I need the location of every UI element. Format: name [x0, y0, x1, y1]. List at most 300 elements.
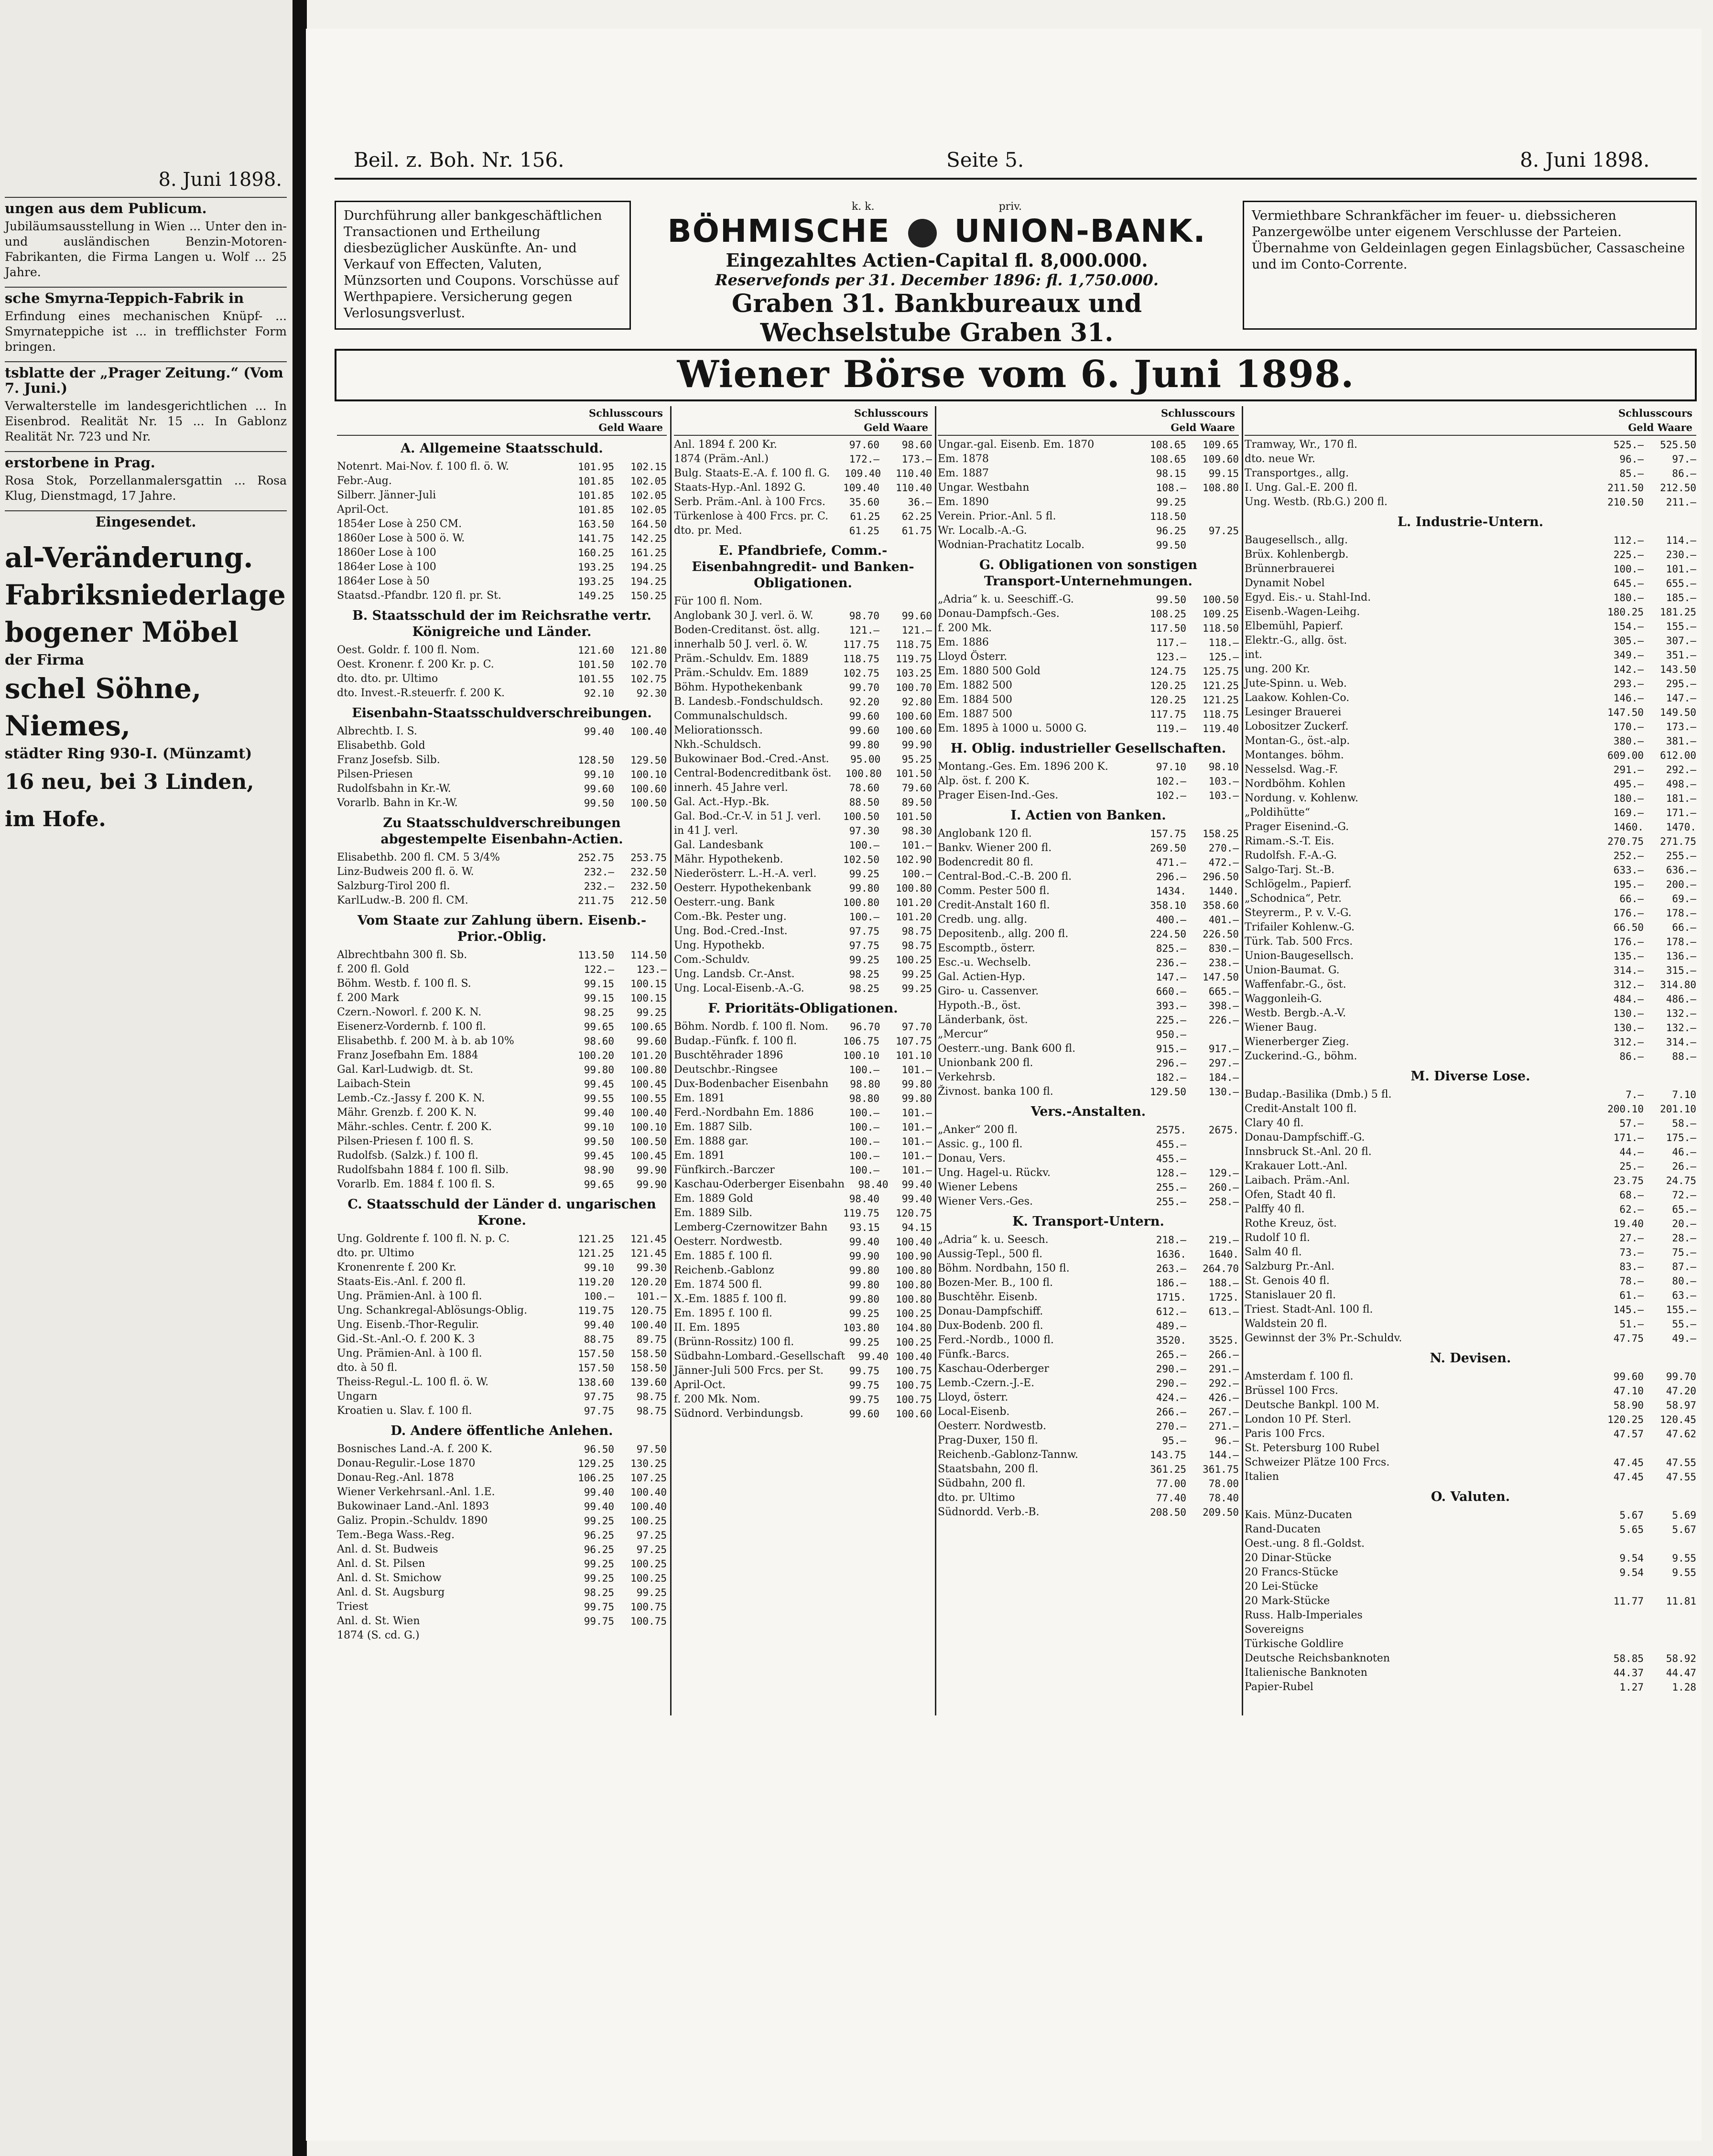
- waare-value: 211.—: [1666, 496, 1696, 508]
- security-name: Em. 1890: [938, 496, 989, 508]
- quote-row: [674, 1063, 932, 1077]
- security-name: Buschtěhrader 1896: [674, 1049, 783, 1061]
- geld-value: 146.—: [1613, 692, 1644, 704]
- security-name: Lemb.-Czern.-J.-E.: [938, 1377, 1035, 1389]
- geld-value: 88.75: [584, 1334, 614, 1345]
- waare-value: 108.80: [1203, 482, 1239, 494]
- security-name: dto. pr. Med.: [674, 525, 742, 537]
- security-name: Em. 1874 500 fl.: [674, 1279, 762, 1291]
- quote-row: [337, 1048, 667, 1063]
- security-name: Albrechtb. I. S.: [337, 725, 417, 737]
- security-name: 1864er Lose à 100: [337, 561, 436, 573]
- security-name: Em. 1895 f. 100 fl.: [674, 1307, 772, 1319]
- security-name: Steyrerm., P. v. V.-G.: [1245, 907, 1352, 919]
- quote-row: [337, 1614, 667, 1628]
- geld-value: 224.50: [1150, 928, 1186, 940]
- security-name: Reichenb.-Gablonz-Tannw.: [938, 1449, 1078, 1461]
- quote-row: [1245, 892, 1696, 906]
- security-name: Ung. Prämien-Anl. à 100 fl.: [337, 1348, 482, 1359]
- geld-value: 98.70: [849, 610, 879, 622]
- quote-row: [1245, 1231, 1696, 1245]
- quote-row: [674, 1306, 932, 1321]
- security-name: Präm.-Schuldv. Em. 1889: [674, 653, 809, 665]
- quote-row: [1245, 777, 1696, 791]
- geld-value: 99.60: [849, 1408, 879, 1420]
- security-name: Jänner-Juli 500 Frcs. per St.: [674, 1365, 824, 1377]
- waare-value: 99.80: [901, 1078, 932, 1090]
- security-name: Ofen, Stadt 40 fl.: [1245, 1189, 1336, 1201]
- geld-value: 117.75: [1150, 709, 1186, 720]
- quote-row: [1245, 648, 1696, 662]
- quote-row: [1245, 1006, 1696, 1021]
- security-name: Laibach. Präm.-Anl.: [1245, 1175, 1350, 1186]
- waare-value: 132.—: [1666, 1022, 1696, 1034]
- geld-value: 269.50: [1150, 842, 1186, 854]
- quote-row: [337, 460, 667, 474]
- security-name: Kaschau-Oderberger: [938, 1363, 1049, 1375]
- quote-row: [674, 438, 932, 452]
- geld-value: 135.—: [1613, 950, 1644, 962]
- security-name: innerh. 45 Jahre verl.: [674, 782, 788, 794]
- security-name: Anl. d. St. Augsburg: [337, 1586, 445, 1598]
- quote-row: [938, 707, 1239, 722]
- geld-value: 99.60: [849, 711, 879, 722]
- waare-value: 114.50: [630, 949, 667, 961]
- waare-value: 130.—: [1208, 1086, 1239, 1098]
- waare-value: 188.—: [1208, 1277, 1239, 1289]
- geld-value: [1591, 1637, 1644, 1651]
- quote-row: [337, 1628, 667, 1643]
- security-name: II. Em. 1895: [674, 1322, 740, 1334]
- security-name: KarlLudw.-B. 200 fl. CM.: [337, 895, 468, 906]
- waare-value: 401.—: [1208, 914, 1239, 926]
- waare-value: 307.—: [1666, 635, 1696, 647]
- geld-value: 57.—: [1619, 1118, 1644, 1129]
- quote-row: [337, 796, 667, 810]
- security-name: „Anker“ 200 fl.: [938, 1124, 1018, 1136]
- geld-value: [827, 594, 879, 609]
- quote-row: [337, 1514, 667, 1528]
- quote-row: [1245, 748, 1696, 763]
- geld-value: 380.—: [1613, 735, 1644, 747]
- security-name: 1874 (S. cd. G.): [337, 1629, 420, 1641]
- quote-row: [938, 607, 1239, 621]
- waare-value: 102.75: [630, 673, 667, 685]
- geld-value: 100.—: [849, 1064, 879, 1076]
- waare-value: 20.—: [1672, 1218, 1696, 1229]
- waare-value: 97.25: [1208, 525, 1239, 537]
- waare-value: 161.25: [630, 547, 667, 559]
- security-name: Wienerberger Zieg.: [1245, 1036, 1349, 1048]
- geld-value: 102.—: [1156, 776, 1186, 787]
- geld-value: [1591, 1537, 1644, 1551]
- security-name: Schlögelm., Papierf.: [1245, 878, 1352, 890]
- security-name: Ung. Hagel-u. Rückv.: [938, 1167, 1051, 1179]
- waare-value: 120.45: [1660, 1414, 1696, 1425]
- security-name: Ung. Landsb. Cr.-Anst.: [674, 968, 795, 980]
- security-name: Deutsche Bankpl. 100 M.: [1245, 1399, 1379, 1411]
- security-name: Rudolfsbahn in Kr.-W.: [337, 783, 451, 795]
- quote-row: [938, 1137, 1239, 1152]
- waare-value: 101.—: [901, 1136, 932, 1147]
- security-name: Em. 1891: [674, 1092, 725, 1104]
- geld-value: 314.—: [1613, 965, 1644, 976]
- security-name: Baugesellsch., allg.: [1245, 534, 1348, 546]
- security-name: Bodencredit 80 fl.: [938, 856, 1034, 868]
- waare-value: 655.—: [1666, 578, 1696, 589]
- security-name: Anglobank 30 J. verl. ö. W.: [674, 610, 813, 622]
- security-name: Salzburg Pr.-Anl.: [1245, 1261, 1335, 1272]
- waare-value: 150.25: [630, 590, 667, 602]
- geld-value: 1715.: [1156, 1292, 1186, 1303]
- security-name: Fünfkirch.-Barczer: [674, 1164, 775, 1176]
- security-name: ung. 200 Kr.: [1245, 663, 1310, 675]
- waare-value: 158.50: [630, 1348, 667, 1359]
- geld-value: 100.—: [849, 1136, 879, 1147]
- waare-value: 292.—: [1208, 1378, 1239, 1389]
- quote-row: [1245, 791, 1696, 806]
- quote-row: [938, 664, 1239, 679]
- quote-row: [674, 652, 932, 666]
- geld-value: 393.—: [1156, 1000, 1186, 1012]
- geld-value: 44.37: [1613, 1667, 1644, 1679]
- security-name: Credit-Anstalt 160 fl.: [938, 899, 1050, 911]
- quote-row: [337, 782, 667, 796]
- geld-value: 51.—: [1619, 1318, 1644, 1330]
- waare-value: 80.—: [1672, 1275, 1696, 1287]
- quote-row: [674, 795, 932, 809]
- quote-row: [337, 1375, 667, 1390]
- geld-value: 1.27: [1619, 1682, 1644, 1693]
- quote-row: [1245, 1274, 1696, 1288]
- waare-value: 79.60: [901, 782, 932, 794]
- waare-value: 102.05: [630, 475, 667, 487]
- security-name: Elektr.-G., allg. öst.: [1245, 635, 1347, 647]
- quote-row: [674, 637, 932, 652]
- quote-row: [938, 1434, 1239, 1448]
- quote-row: [1245, 1398, 1696, 1412]
- waare-value: 103.—: [1208, 776, 1239, 787]
- geld-value: 58.85: [1613, 1653, 1644, 1664]
- waare-value: 92.30: [636, 688, 667, 699]
- security-name: Innsbruck St.-Anl. 20 fl.: [1245, 1146, 1372, 1158]
- security-name: Tramway, Wr., 170 fl.: [1245, 439, 1357, 451]
- geld-value: 98.60: [584, 1035, 614, 1047]
- waare-value: 101.—: [901, 1121, 932, 1133]
- security-name: Theiss-Regul.-L. 100 fl. ö. W.: [337, 1376, 489, 1388]
- quote-row: [674, 1034, 932, 1048]
- security-name: Anglobank 120 fl.: [938, 828, 1032, 840]
- waare-value: 125.—: [1208, 651, 1239, 663]
- security-name: Kronenrente f. 200 Kr.: [337, 1261, 456, 1273]
- geld-value: 97.75: [849, 940, 879, 951]
- quote-row: [1245, 605, 1696, 619]
- quote-row: [938, 870, 1239, 884]
- geld-value: 290.—: [1156, 1363, 1186, 1375]
- quote-row: [337, 1289, 667, 1304]
- waare-value: 118.—: [1208, 637, 1239, 648]
- quote-row: [337, 948, 667, 962]
- quote-row: [938, 1477, 1239, 1491]
- waare-value: 258.—: [1208, 1196, 1239, 1207]
- waare-value: 98.75: [901, 940, 932, 951]
- section-title: G. Obligationen von sonstigen Transport-Unternehmungen.: [979, 558, 1197, 589]
- quote-row: [674, 495, 932, 509]
- quote-row: [674, 981, 932, 996]
- security-name: Nkh.-Schuldsch.: [674, 739, 761, 751]
- quote-row: [938, 984, 1239, 999]
- quote-row: [337, 851, 667, 865]
- waare-value: 100.45: [630, 1078, 667, 1090]
- waare-value: 98.75: [636, 1391, 667, 1402]
- waare-value: 100.80: [896, 1279, 932, 1291]
- quote-row: [674, 1321, 932, 1335]
- waare-value: 102.70: [630, 659, 667, 670]
- geld-value: 98.25: [584, 1587, 614, 1598]
- quote-row: [1245, 877, 1696, 892]
- quote-row: [337, 1471, 667, 1485]
- geld-value: 225.—: [1613, 549, 1644, 561]
- quote-row: [674, 623, 932, 637]
- security-name: Em. 1887 Silb.: [674, 1121, 753, 1133]
- security-name: Gal. Bod.-Cr.-V. in 51 J. verl.: [674, 810, 821, 822]
- geld-value: 122.—: [584, 964, 614, 975]
- security-name: Lloyd, österr.: [938, 1391, 1008, 1403]
- security-name: 1864er Lose à 50: [337, 575, 430, 587]
- geld-value: 455.—: [1156, 1139, 1186, 1150]
- quote-row: [1245, 1565, 1696, 1580]
- waare-value: 47.20: [1666, 1385, 1696, 1397]
- quote-row: [337, 753, 667, 767]
- waare-value: 102.15: [630, 461, 667, 473]
- quote-row: [337, 767, 667, 782]
- quote-row: [1245, 562, 1696, 576]
- geld-value: 96.25: [584, 1544, 614, 1555]
- security-name: Zuckerind.-G., böhm.: [1245, 1050, 1357, 1062]
- quote-row: [938, 636, 1239, 650]
- quote-row: [1245, 806, 1696, 820]
- security-name: 1874 (Präm.-Anl.): [674, 453, 769, 465]
- geld-value: 121.25: [578, 1248, 614, 1259]
- security-name: Verein. Prior.-Anl. 5 fl.: [938, 510, 1056, 522]
- quote-row: [674, 709, 932, 723]
- quote-row: [337, 1557, 667, 1571]
- security-name: Gal. Actien-Hyp.: [938, 971, 1026, 983]
- waare-value: 486.—: [1666, 993, 1696, 1005]
- geld-value: 3520.: [1156, 1335, 1186, 1346]
- geld-value: 108.65: [1150, 453, 1186, 465]
- quote-row: [674, 1249, 932, 1263]
- quote-row: [938, 1013, 1239, 1027]
- geld-value: 78.—: [1619, 1275, 1644, 1287]
- quote-row: [337, 560, 667, 574]
- quote-row: [1245, 1637, 1696, 1651]
- waare-value: 271.75: [1660, 836, 1696, 847]
- quote-row: [1245, 1131, 1696, 1145]
- quote-row: [938, 509, 1239, 524]
- geld-value: 66.—: [1619, 893, 1644, 905]
- waare-value: 89.75: [636, 1334, 667, 1345]
- quote-row: [337, 503, 667, 517]
- security-name: Em. 1895 à 1000 u. 5000 G.: [938, 722, 1087, 734]
- quote-row: [337, 977, 667, 991]
- security-name: Bosnisches Land.-A. f. 200 K.: [337, 1443, 493, 1455]
- waare-value: 2675.: [1208, 1124, 1239, 1136]
- security-name: Mähr. Grenzb. f. 200 K. N.: [337, 1107, 477, 1119]
- waare-value: 212.50: [1660, 482, 1696, 494]
- geld-value: 47.45: [1613, 1471, 1644, 1483]
- security-name: Lobositzer Zuckerf.: [1245, 721, 1349, 733]
- geld-value: 141.75: [578, 533, 614, 544]
- waare-value: 118.75: [896, 639, 932, 650]
- security-name: Kaschau-Oderberger Eisenbahn: [674, 1178, 845, 1190]
- security-name: Elisabethb. 200 fl. CM. 5 3/4%: [337, 852, 500, 863]
- security-name: Anl. d. St. Wien: [337, 1615, 420, 1627]
- security-name: Dux-Bodenbacher Eisenbahn: [674, 1078, 829, 1090]
- geld-value: 101.85: [578, 475, 614, 487]
- quote-row: [1245, 481, 1696, 495]
- waare-value: 121.25: [1203, 680, 1239, 691]
- security-name: Bankv. Wiener 200 fl.: [938, 842, 1052, 854]
- geld-waare-label: Geld Waare: [1171, 421, 1235, 433]
- quote-row: [938, 1333, 1239, 1348]
- geld-value: 157.50: [578, 1362, 614, 1374]
- quote-row: [1245, 935, 1696, 949]
- waare-value: 100.25: [630, 1558, 667, 1570]
- quote-row: [938, 898, 1239, 913]
- quote-row: [674, 1091, 932, 1106]
- security-name: Depositenb., allg. 200 fl.: [938, 928, 1069, 940]
- quote-row: [1245, 1088, 1696, 1102]
- security-name: Em. 1880 500 Gold: [938, 665, 1041, 677]
- security-name: Oesterr. Nordwestb.: [674, 1236, 782, 1248]
- geld-value: 98.25: [584, 1007, 614, 1018]
- exchange-title: Wiener Börse vom 6. Juni 1898.: [677, 353, 1355, 396]
- security-name: Anl. d. St. Smichow: [337, 1572, 442, 1584]
- waare-value: 121.25: [1203, 694, 1239, 706]
- security-name: Com.-Schuldv.: [674, 954, 750, 966]
- quote-row: [674, 838, 932, 852]
- security-name: (Brünn-Rossitz) 100 fl.: [674, 1336, 794, 1348]
- waare-value: 101.20: [630, 1050, 667, 1061]
- waare-value: 44.47: [1666, 1667, 1696, 1679]
- security-name: Nordböhm. Kohlen: [1245, 778, 1345, 790]
- waare-value: 99.90: [636, 1179, 667, 1190]
- quote-row: [938, 1027, 1239, 1042]
- waare-value: 95.25: [901, 754, 932, 765]
- security-name: Oesterr. Nordwestb.: [938, 1420, 1046, 1432]
- geld-value: 99.40: [584, 726, 614, 737]
- waare-value: [1644, 1637, 1696, 1651]
- quote-row: [337, 1332, 667, 1347]
- security-name: I. Ung. Gal.-E. 200 fl.: [1245, 482, 1358, 494]
- left-page-date: 8. Juni 1898.: [158, 169, 282, 191]
- waare-value: 99.25: [636, 1587, 667, 1598]
- security-name: Anl. d. St. Budweis: [337, 1543, 438, 1555]
- geld-value: 68.—: [1619, 1189, 1644, 1201]
- quote-row: [337, 517, 667, 531]
- quote-row: [1245, 662, 1696, 677]
- geld-value: [1591, 1608, 1644, 1623]
- security-name: Em. 1888 gar.: [674, 1135, 749, 1147]
- waare-value: 200.—: [1666, 879, 1696, 890]
- quote-row: [1245, 1245, 1696, 1260]
- waare-value: 314.—: [1666, 1036, 1696, 1048]
- geld-value: 232.—: [584, 866, 614, 878]
- geld-value: 1636.: [1156, 1249, 1186, 1260]
- waare-value: 267.—: [1208, 1406, 1239, 1418]
- geld-value: 170.—: [1613, 721, 1644, 733]
- geld-value: 400.—: [1156, 914, 1186, 926]
- security-name: Donau-Dampfschiff.-G.: [1245, 1132, 1365, 1143]
- geld-value: 291.—: [1613, 764, 1644, 776]
- section-title: K. Transport-Untern.: [1012, 1214, 1164, 1229]
- security-name: Ung. Schankregal-Ablösungs-Oblig.: [337, 1304, 528, 1316]
- waare-value: 97.—: [1672, 453, 1696, 465]
- security-name: Transportges., allg.: [1245, 467, 1349, 479]
- geld-value: 138.60: [578, 1377, 614, 1388]
- security-name: Anl. 1894 f. 200 Kr.: [674, 439, 777, 451]
- geld-value: 78.60: [849, 782, 879, 794]
- quote-row: [337, 1063, 667, 1077]
- quote-row: [1245, 1580, 1696, 1594]
- security-name: Paris 100 Frcs.: [1245, 1428, 1325, 1440]
- column-3: [938, 406, 1239, 1715]
- quote-row: [1245, 533, 1696, 548]
- waare-value: 173.—: [901, 453, 932, 465]
- geld-value: 489.—: [1156, 1320, 1186, 1332]
- security-name: Laibach-Stein: [337, 1078, 411, 1090]
- quote-row: [1245, 1116, 1696, 1131]
- quote-row: [1245, 1021, 1696, 1035]
- quote-row: [337, 1585, 667, 1600]
- security-name: Südnordd. Verb.-B.: [938, 1506, 1040, 1518]
- geld-value: [1591, 1441, 1644, 1455]
- geld-value: 252.—: [1613, 850, 1644, 862]
- quote-row: [337, 672, 667, 686]
- geld-value: [562, 1628, 614, 1643]
- security-name: dto. Invest.-R.steuerfr. f. 200 K.: [337, 687, 505, 699]
- geld-value: 200.10: [1607, 1103, 1644, 1115]
- column-separator: [935, 406, 936, 1715]
- quote-row: [674, 1349, 932, 1364]
- waare-value: 100.15: [630, 992, 667, 1004]
- quote-row: [1245, 906, 1696, 920]
- security-name: Ungar. Westbahn: [938, 482, 1030, 494]
- waare-value: 100.80: [630, 1064, 667, 1076]
- waare-value: 97.70: [901, 1021, 932, 1033]
- quote-row: [1245, 1412, 1696, 1427]
- quote-row: [337, 1442, 667, 1456]
- quote-row: [938, 1290, 1239, 1304]
- security-name: Živnost. banka 100 fl.: [938, 1086, 1053, 1098]
- security-name: X.-Em. 1885 f. 100 fl.: [674, 1293, 787, 1305]
- waare-value: [614, 1628, 667, 1643]
- geld-value: 361.25: [1150, 1464, 1186, 1475]
- waare-value: 100.40: [630, 1487, 667, 1498]
- waare-value: 103.25: [896, 668, 932, 679]
- quote-row: [337, 1571, 667, 1585]
- section-title: B. Staatsschuld der im Reichsrathe vertr. Königreiche und Länder.: [352, 608, 651, 639]
- security-name: Giro- u. Cassenver.: [938, 985, 1039, 997]
- quote-row: [938, 1195, 1239, 1209]
- security-name: Com.-Bk. Pester ung.: [674, 911, 787, 923]
- geld-value: 99.15: [584, 992, 614, 1004]
- geld-value: 99.75: [849, 1380, 879, 1391]
- geld-value: 825.—: [1156, 943, 1186, 954]
- quote-row: [674, 1177, 932, 1192]
- quote-row: [1245, 978, 1696, 992]
